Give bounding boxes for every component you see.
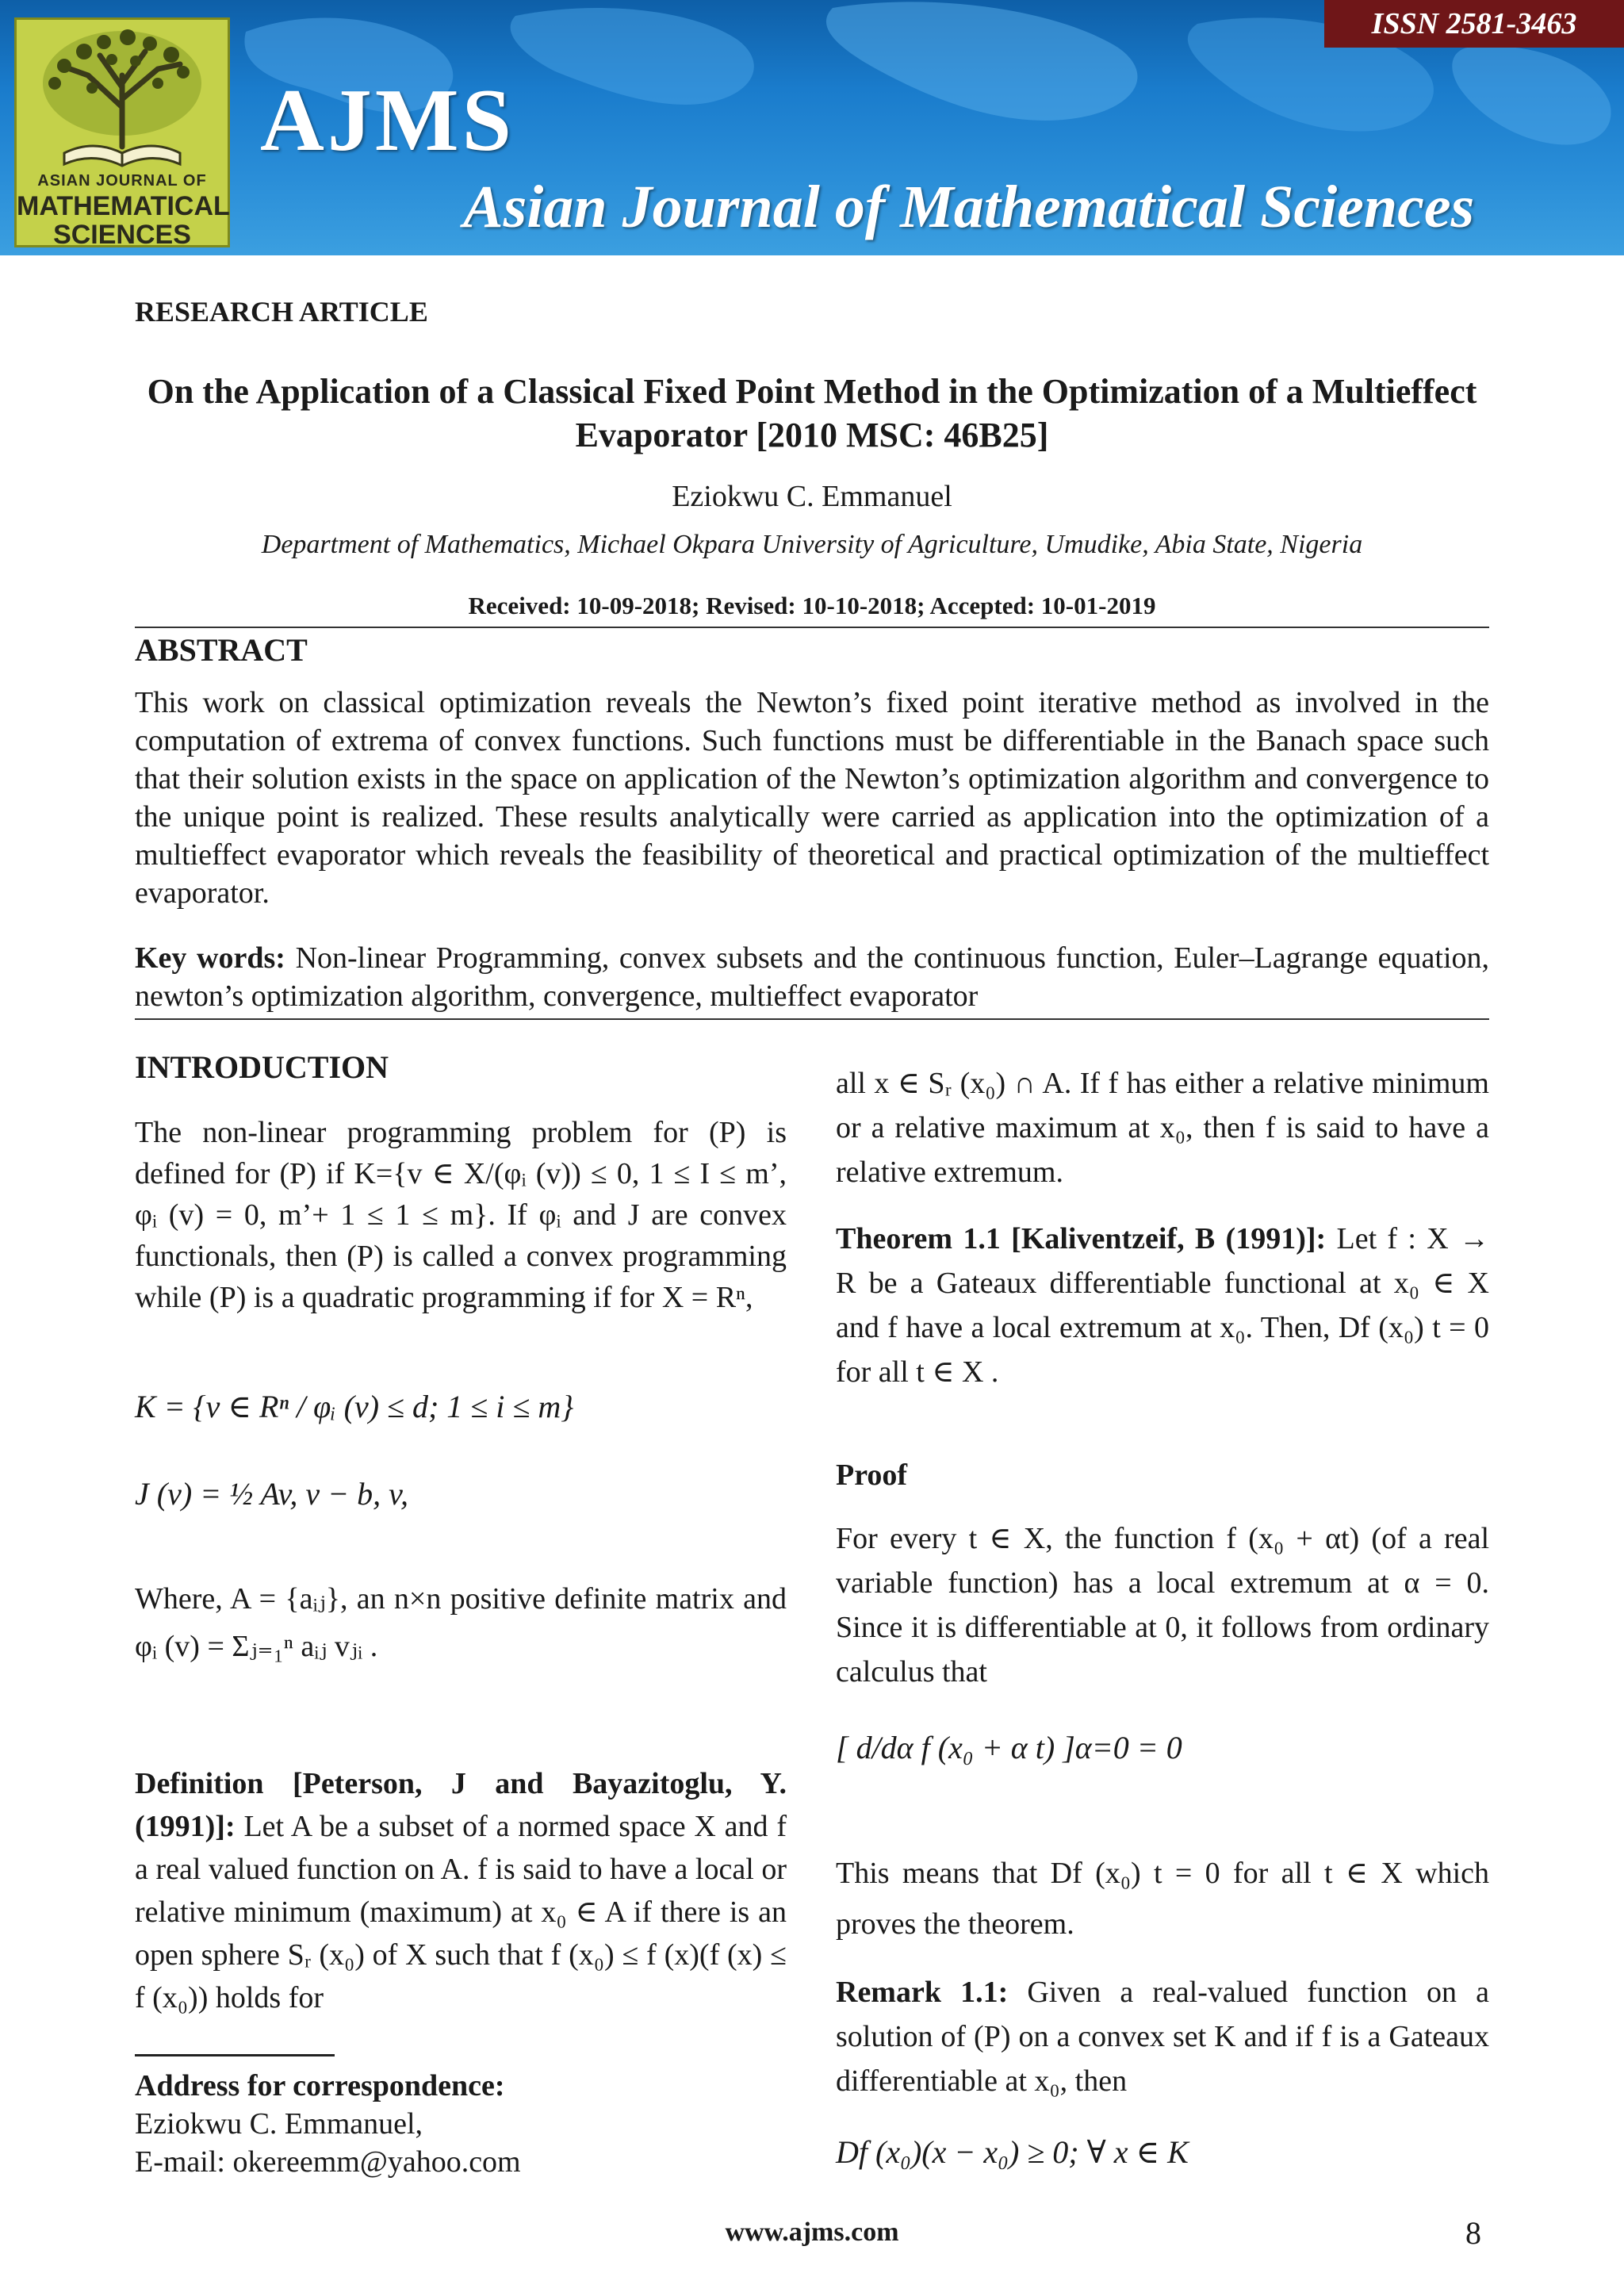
continuation-text: all x ∈ Sᵣ (x₀) ∩ A. If f has either a relative minimum or a relative maximum at x₀, then f is said to have a relative extremum. <box>836 1067 1489 1189</box>
footnote-divider <box>135 2054 335 2056</box>
logo-text-bottom: SCIENCES <box>53 220 191 250</box>
remark-paragraph <box>836 1970 1489 2103</box>
journal-logo <box>14 17 230 250</box>
remark-label: Remark 1.1: <box>836 1976 1009 2009</box>
proof-heading: Proof <box>836 1458 908 1492</box>
author-affiliation: Department of Mathematics, Michael Okpara University of Agriculture, Umudike, Abia State, Nigeria <box>261 530 1363 559</box>
equation-derivative: [ d/dα f (x₀ + α t) ]α=0 = 0 <box>836 1730 1182 1765</box>
tree-book-icon <box>17 20 228 171</box>
article-dates: Received: 10-09-2018; Revised: 10-10-2018; Accepted: 10-01-2019 <box>468 592 1156 619</box>
page-number: 8 <box>1465 2215 1481 2251</box>
issn-badge: ISSN 2581-3463 <box>1324 0 1624 48</box>
keywords-label: Key words: <box>135 941 285 975</box>
article-type: RESEARCH ARTICLE <box>135 296 428 328</box>
journal-brand: AJMS <box>260 71 515 170</box>
theorem-text: Let f : X → R be a Gateaux differentiable functional at x₀ ∈ X and f have a local extremum at x₀. Then, Df (x₀) t = 0 for all t ∈ X . <box>836 1222 1490 1389</box>
journal-name: Asian Journal of Mathematical Sciences <box>463 174 1475 240</box>
article-title: On the Application of a Classical Fixed Point Method in the Optimization of a Multieffect Evaporator [2010 MSC: 46B25] <box>147 372 1477 454</box>
logo-text-top: ASIAN JOURNAL OF <box>37 172 207 190</box>
keywords-text: Non-linear Programming, convex subsets and the continuous function, Euler–Lagrange equation, newton’s optimization algorithm, convergence, multieffect evaporator <box>135 941 1490 1013</box>
theorem-label: Theorem 1.1 [Kaliventzeif, B (1991)]: <box>836 1222 1327 1255</box>
article-author: Eziokwu C. Emmanuel <box>672 480 952 513</box>
address-heading: Address for correspondence: <box>135 2069 505 2102</box>
address-name: Eziokwu C. Emmanuel, <box>135 2107 423 2141</box>
journal-banner <box>0 0 1624 255</box>
definition-text: Let A be a subset of a normed space X and f a real valued function on A. f is said to have a local or relative minimum (maximum) at x₀ ∈ A if there is an open sphere Sᵣ (x₀) of X such that f (x₀) ≤ f (x)(f (x) ≤ f (x₀)) holds for <box>135 1810 787 2014</box>
abstract-heading: ABSTRACT <box>135 632 308 668</box>
theorem-paragraph <box>836 1217 1489 1394</box>
equation-k: K = {v ∈ Rⁿ / φᵢ (v) ≤ d; 1 ≤ i ≤ m} <box>135 1389 574 1424</box>
address-email: E-mail: okereemm@yahoo.com <box>135 2145 521 2179</box>
remark-text: Given a real-valued function on a solution of (P) on a convex set K and if f is a Gateaux differentiable at x₀, then <box>836 1976 1490 2098</box>
equation-remark: Df (x₀)(x − x₀) ≥ 0; ∀ x ∈ K <box>836 2134 1189 2170</box>
definition-label: Definition [Peterson, J and Bayazitoglu, Y. (1991)]: <box>135 1767 787 1843</box>
definition-paragraph <box>135 1762 787 2019</box>
divider-abstract <box>135 1018 1489 1020</box>
proof-text: For every t ∈ X, the function f (x₀ + αt) (of a real variable function) has a local extremum at α = 0. Since it is differentiable at 0, it follows from ordinary calculus that <box>836 1522 1489 1688</box>
equation-j: J (v) = ½ Av, v − b, v, <box>135 1476 408 1512</box>
introduction-text: The non-linear programming problem for (P) is defined for (P) if K={v ∈ X/(φᵢ (v)) ≤ 0, 1 ≤ I ≤ m’, φᵢ (v) = 0, m’+ 1 ≤ 1 ≤ m}. If φᵢ and J are convex functionals, then (P) is called a convex programming while (P) is a quadratic programming if for X = Rⁿ, <box>135 1116 787 1314</box>
divider-top <box>135 627 1489 628</box>
abstract-text: This work on classical optimization reveals the Newton’s fixed point iterative method as involved in the computation of extrema of convex functions. Such functions must be differentiable in the Banach space such that their solution exists in the space on application of the Newton’s optimization algorithm and convergence to the unique point is realized. These results analytically were carried as application into the optimization of a multieffect evaporator which reveals the feasibility of theoretical and practical optimization of the multieffect evaporator. <box>135 686 1489 910</box>
logo-text-middle: MATHEMATICAL <box>17 191 230 221</box>
footer-website: www.ajms.com <box>725 2217 899 2247</box>
introduction-heading: INTRODUCTION <box>135 1049 389 1085</box>
keywords <box>135 939 1489 1015</box>
where-text: Where, A = {aᵢⱼ}, an n×n positive definite matrix and φᵢ (v) = Σⱼ₌₁ⁿ aᵢⱼ vⱼᵢ . <box>135 1582 787 1663</box>
conclusion-text: This means that Df (x₀) t = 0 for all t ∈ X which proves the theorem. <box>836 1857 1489 1941</box>
